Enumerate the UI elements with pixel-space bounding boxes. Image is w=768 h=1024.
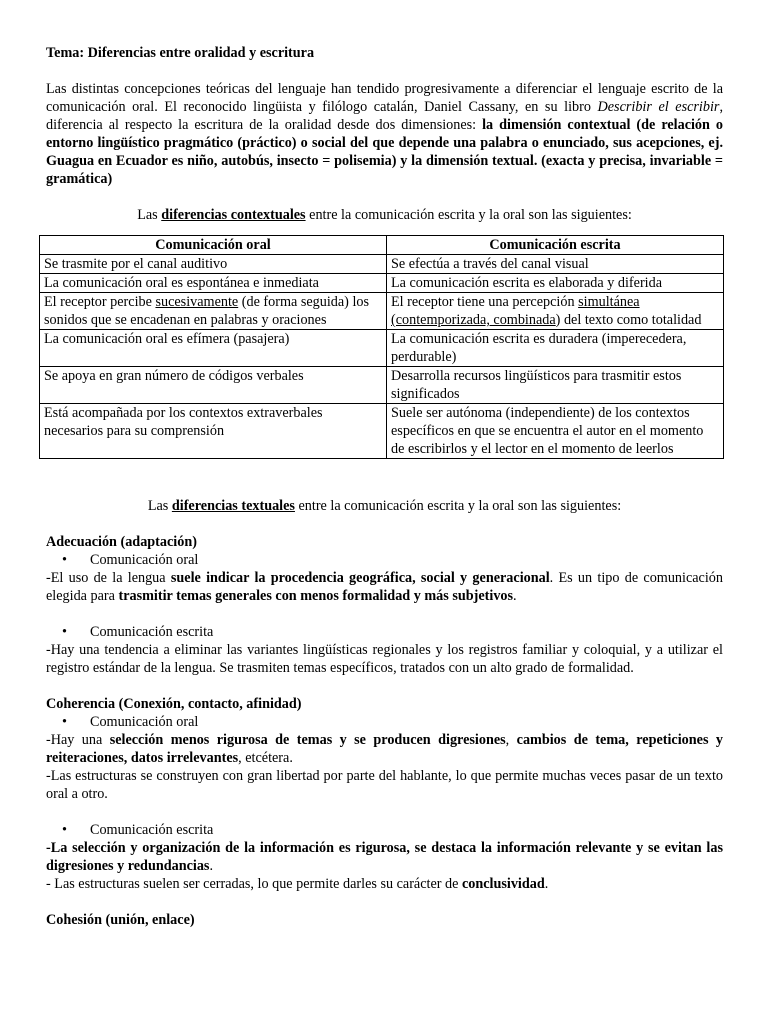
lead-key: diferencias contextuales: [161, 207, 306, 223]
bullet-label: Comunicación escrita: [90, 624, 214, 640]
paragraph: [46, 731, 723, 767]
contextual-differences-table: [39, 235, 724, 459]
book-title: Describir el escribir: [597, 99, 720, 115]
table-header-oral: Comunicación oral: [40, 236, 387, 255]
cell-underline: simultánea: [578, 294, 640, 310]
table-cell: La comunicación escrita es duradera (imperecedera, perdurable): [387, 330, 724, 367]
bold-text: selección menos rigurosa de temas y se producen digresiones: [109, 732, 506, 748]
text: .: [513, 588, 517, 604]
cell-text: ) del texto como totalidad: [555, 312, 702, 328]
table-row: [40, 293, 724, 330]
list-item: [46, 821, 723, 839]
lead-post: entre la comunicación escrita y la oral son las siguientes:: [305, 207, 632, 223]
table-cell: [387, 293, 724, 330]
cell-text: El receptor percibe: [44, 294, 156, 310]
intro-text: Las distintas concepciones teóricas del lenguaje han tendido progresivamente a diferenciar el lenguaje escrito de la comunicación oral. El reconocido lingüista y filólogo catalán, Daniel Cassany, en su libro: [46, 81, 723, 115]
list-item: [46, 623, 723, 641]
lead-post: entre la comunicación escrita y la oral son las siguientes:: [294, 498, 622, 514]
intro-paragraph: [46, 80, 723, 188]
bold-text: suele indicar la procedencia geográfica, social y generacional: [170, 570, 550, 586]
lead-textual: [46, 497, 723, 515]
text: .: [544, 876, 549, 892]
bold-text: cambios de tema, repeticiones y reiteraciones, datos irrelevantes: [46, 732, 723, 766]
section-heading-coherencia: Coherencia (Conexión, contacto, afinidad): [46, 696, 302, 712]
paragraph: [46, 875, 723, 893]
table-row: [40, 404, 724, 459]
document-page: [46, 44, 723, 929]
section-heading-cohesion: Cohesión (unión, enlace): [46, 912, 195, 928]
cell-text: El receptor tiene una percepción: [391, 294, 579, 310]
bold-text: trasmitir temas generales con menos formalidad y más subjetivos: [118, 588, 514, 604]
text: ,: [505, 732, 517, 748]
paragraph: [46, 569, 723, 605]
bullet-icon: •: [62, 714, 67, 730]
table-cell: Desarrolla recursos lingüísticos para trasmitir estos significados: [387, 367, 724, 404]
text: . Es un tipo de comunicación elegida para: [46, 570, 723, 604]
table-row: [40, 255, 724, 274]
text: -El uso de la lengua: [46, 570, 171, 586]
lead-pre: Las: [137, 207, 162, 223]
table-cell: Está acompañada por los contextos extraverbales necesarios para su comprensión: [40, 404, 387, 459]
table-cell: Se efectúa a través del canal visual: [387, 255, 724, 274]
lead-pre: Las: [147, 498, 172, 514]
list-item: [46, 713, 723, 731]
paragraph: [46, 839, 723, 875]
table-cell: [40, 293, 387, 330]
table-row: [40, 367, 724, 404]
bullet-icon: •: [62, 822, 67, 838]
table-row: [40, 274, 724, 293]
bullet-label: Comunicación oral: [90, 714, 199, 730]
table-cell: Se apoya en gran número de códigos verbales: [40, 367, 387, 404]
cell-text: (de forma seguida) los sonidos que se encadenan en palabras y oraciones: [44, 294, 370, 328]
bullet-label: Comunicación escrita: [90, 822, 214, 838]
text: - Las estructuras suelen ser cerradas, lo que permite darles su carácter de: [46, 876, 462, 892]
table-cell: Se trasmite por el canal auditivo: [40, 255, 387, 274]
text: , etcétera.: [238, 750, 293, 766]
paragraph: -Hay una tendencia a eliminar las variantes lingüísticas regionales y los registros familiar y coloquial, y a utilizar el registro estándar de la lengua. Se trasmiten temas específicos, tratados con un alto grado de formalidad.: [46, 642, 723, 676]
table-header-escrita: Comunicación escrita: [387, 236, 724, 255]
cell-underline: (contemporizada, combinada: [391, 312, 556, 328]
text: .: [209, 858, 214, 874]
table-cell: La comunicación oral es espontánea e inmediata: [40, 274, 387, 293]
bold-text: -La selección y organización de la información es rigurosa, se destaca la información relevante y se evitan las digresiones y redundancias: [46, 840, 723, 874]
lead-key: diferencias textuales: [171, 498, 295, 514]
table-cell: La comunicación oral es efímera (pasajera): [40, 330, 387, 367]
bold-text: conclusividad: [461, 876, 545, 892]
text: -Hay una: [46, 732, 110, 748]
section-heading-adecuacion: Adecuación (adaptación): [46, 534, 197, 550]
list-item: [46, 551, 723, 569]
table-row: [40, 330, 724, 367]
cell-underline: sucesivamente: [155, 294, 239, 310]
table-cell: Suele ser autónoma (independiente) de los contextos específicos en que se encuentra el autor en el momento de escribirlos y el lector en el momento de leerlos: [387, 404, 724, 459]
intro-bold: la dimensión contextual (de relación o entorno lingüístico pragmático (práctico) o social del que depende una palabra o enunciado, sus acepciones, ej. Guagua en Ecuador es niño, autobús, insecto = polisemia) y la dimensión textual. (exacta y precisa, invariable = gramática): [46, 117, 723, 187]
paragraph: -Las estructuras se construyen con gran libertad por parte del hablante, lo que permite muchas veces pasar de un texto oral a otro.: [46, 768, 723, 802]
table-header-row: [40, 236, 724, 255]
bullet-icon: •: [62, 552, 67, 568]
bullet-icon: •: [62, 624, 67, 640]
lead-contextual: [46, 206, 723, 224]
table-cell: La comunicación escrita es elaborada y diferida: [387, 274, 724, 293]
bullet-label: Comunicación oral: [90, 552, 199, 568]
intro-text-2: , diferencia al respecto la escritura de la oralidad desde dos dimensiones:: [46, 99, 723, 133]
document-title: Tema: Diferencias entre oralidad y escritura: [46, 45, 315, 61]
